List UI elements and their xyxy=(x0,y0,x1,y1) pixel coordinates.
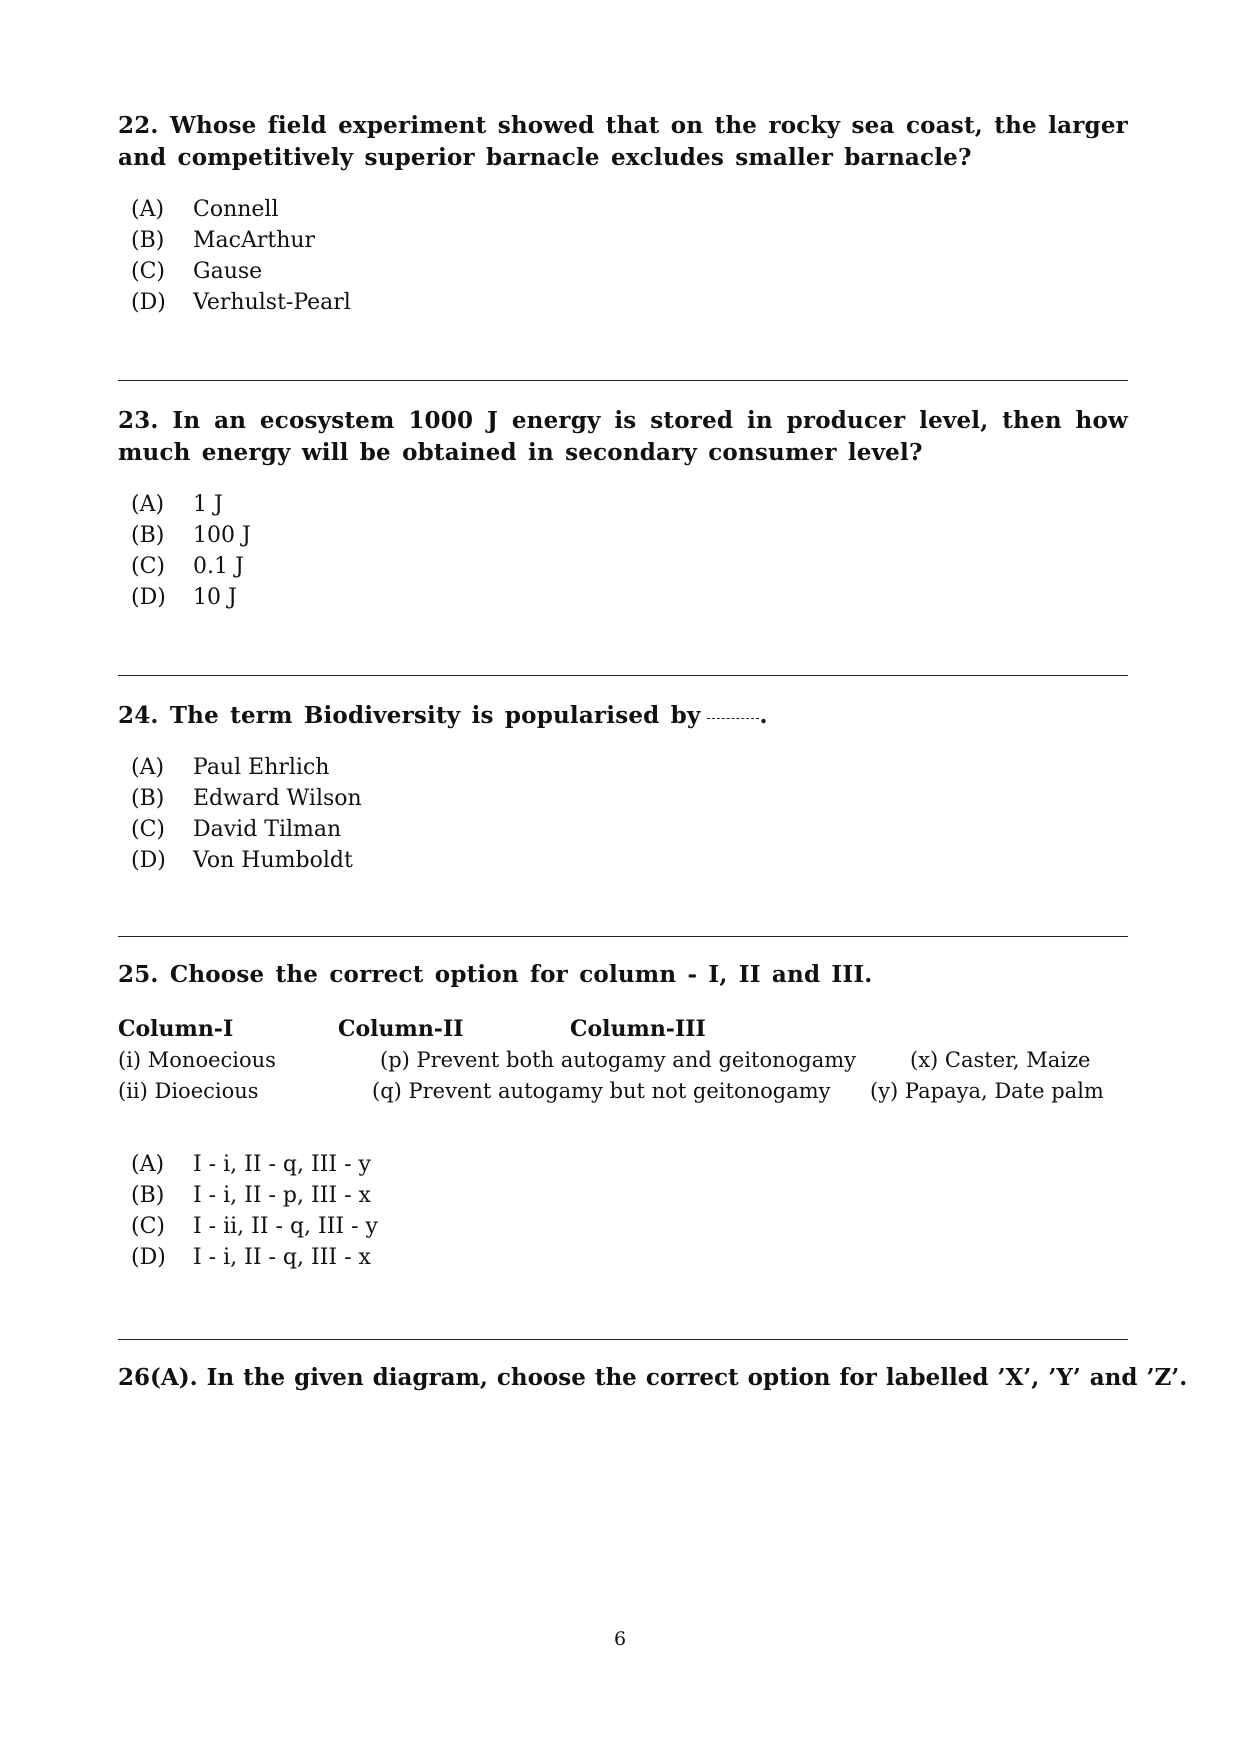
option-text: Edward Wilson xyxy=(193,786,362,811)
question-number: 23. xyxy=(118,407,159,434)
question-23 xyxy=(118,405,1128,613)
column-cell: (q) Prevent autogamy but not geitonogamy xyxy=(372,1079,831,1103)
option-text: 10 J xyxy=(193,585,237,610)
question-25 xyxy=(118,959,1128,1273)
option-d xyxy=(131,845,1128,876)
option-label: (C) xyxy=(131,554,165,579)
option-label: (A) xyxy=(131,492,165,517)
option-d xyxy=(131,582,1128,613)
option-label: (D) xyxy=(131,585,166,610)
option-text: I - i, II - p, III - x xyxy=(193,1183,371,1208)
options-list xyxy=(118,1149,1128,1273)
option-text: Connell xyxy=(193,197,279,222)
option-a xyxy=(131,1149,1128,1180)
option-label: (C) xyxy=(131,1214,165,1239)
option-d xyxy=(131,287,1128,318)
option-text: 100 J xyxy=(193,523,251,548)
question-26a xyxy=(118,1362,1188,1394)
column-cell: (ii) Dioecious xyxy=(118,1079,259,1103)
options-list xyxy=(118,489,1128,613)
question-24 xyxy=(118,700,1128,876)
option-b xyxy=(131,520,1128,551)
question-body: Whose field experiment showed that on the rocky sea coast, the larger and competitively superior barnacle excludes smaller barnacle? xyxy=(118,112,1128,171)
option-label: (A) xyxy=(131,755,165,780)
question-body: The term Biodiversity is popularised by xyxy=(169,702,701,729)
column-cell: (x) Caster, Maize xyxy=(910,1048,1091,1072)
column-row-1 xyxy=(118,1045,1128,1076)
option-label: (B) xyxy=(131,1183,165,1208)
option-b xyxy=(131,783,1128,814)
option-text: Gause xyxy=(193,259,263,284)
option-a xyxy=(131,194,1128,225)
fill-in-blank xyxy=(707,717,759,719)
option-text: MacArthur xyxy=(193,228,316,253)
option-text: Paul Ehrlich xyxy=(193,755,330,780)
question-end: . xyxy=(759,702,768,729)
option-text: I - i, II - q, III - y xyxy=(193,1152,371,1177)
option-label: (C) xyxy=(131,259,165,284)
options-list xyxy=(118,752,1128,876)
options-list xyxy=(118,194,1128,318)
exam-page xyxy=(118,110,1188,1394)
question-body: Choose the correct option for column - I, II and III. xyxy=(169,961,873,988)
question-text xyxy=(118,110,1128,174)
option-b xyxy=(131,225,1128,256)
option-label: (D) xyxy=(131,848,166,873)
column-row-2 xyxy=(118,1076,1128,1107)
question-body: In an ecosystem 1000 J energy is stored in producer level, then how much energy will be obtained in secondary consumer level? xyxy=(118,407,1128,466)
column-header-3: Column-III xyxy=(570,1016,706,1042)
question-22 xyxy=(118,110,1128,318)
option-label: (B) xyxy=(131,786,165,811)
option-c xyxy=(131,256,1128,287)
option-label: (D) xyxy=(131,290,166,315)
option-text: 1 J xyxy=(193,492,223,517)
option-text: I - i, II - q, III - x xyxy=(193,1245,371,1270)
column-headers xyxy=(118,1013,1128,1045)
option-a xyxy=(131,752,1128,783)
question-text xyxy=(118,700,1128,732)
option-label: (D) xyxy=(131,1245,166,1270)
question-text xyxy=(118,959,1128,991)
question-number: 26(A). xyxy=(118,1364,198,1391)
option-text: David Tilman xyxy=(193,817,342,842)
column-cell: (p) Prevent both autogamy and geitonogamy xyxy=(380,1048,857,1072)
option-b xyxy=(131,1180,1128,1211)
option-c xyxy=(131,814,1128,845)
option-c xyxy=(131,1211,1128,1242)
question-number: 24. xyxy=(118,702,159,729)
question-text xyxy=(118,405,1128,469)
option-text: Von Humboldt xyxy=(193,848,353,873)
column-cell: (i) Monoecious xyxy=(118,1048,276,1072)
option-a xyxy=(131,489,1128,520)
option-label: (A) xyxy=(131,197,165,222)
option-label: (A) xyxy=(131,1152,165,1177)
option-label: (C) xyxy=(131,817,165,842)
column-header-2: Column-II xyxy=(338,1016,464,1042)
option-c xyxy=(131,551,1128,582)
question-text xyxy=(118,1362,1188,1394)
question-number: 22. xyxy=(118,112,159,139)
option-label: (B) xyxy=(131,228,165,253)
column-header-1: Column-I xyxy=(118,1016,234,1042)
question-number: 25. xyxy=(118,961,159,988)
question-body: In the given diagram, choose the correct option for labelled ’X’, ’Y’ and ’Z’. xyxy=(206,1364,1188,1391)
option-label: (B) xyxy=(131,523,165,548)
option-text: I - ii, II - q, III - y xyxy=(193,1214,378,1239)
page-number: 6 xyxy=(613,1628,627,1650)
column-cell: (y) Papaya, Date palm xyxy=(870,1079,1104,1103)
option-text: 0.1 J xyxy=(193,554,244,579)
option-text: Verhulst-Pearl xyxy=(193,290,351,315)
option-d xyxy=(131,1242,1128,1273)
